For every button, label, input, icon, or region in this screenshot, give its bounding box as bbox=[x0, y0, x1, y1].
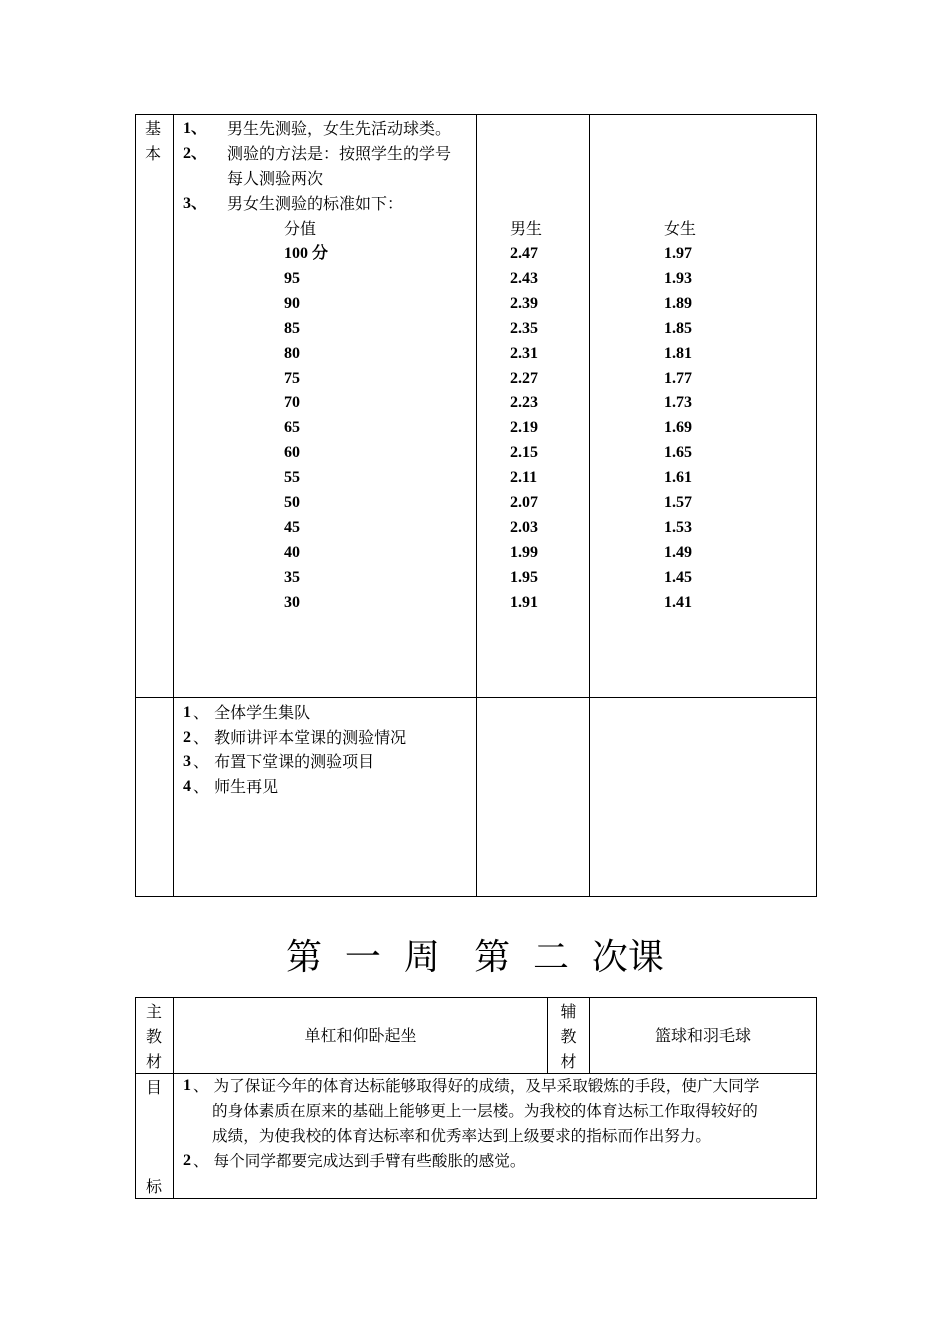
table1-col1-border bbox=[173, 114, 174, 897]
main-material-label-2: 教 bbox=[145, 1027, 162, 1046]
side-label-ji: 基 bbox=[145, 119, 162, 138]
score-row-male: 1.99 bbox=[510, 543, 538, 561]
score-row-male: 2.11 bbox=[510, 469, 538, 487]
score-row-score: 90 bbox=[284, 294, 300, 312]
goal-num: 1 bbox=[183, 1077, 191, 1094]
score-row-female: 1.41 bbox=[664, 593, 692, 611]
item-text: 每人测验两次 bbox=[227, 169, 324, 188]
aux-material-label-2: 教 bbox=[560, 1027, 577, 1046]
score-row-score: 95 bbox=[284, 269, 300, 287]
main-material-value: 单杠和仰卧起坐 bbox=[304, 1026, 417, 1045]
score-row-score: 65 bbox=[284, 419, 300, 437]
score-row-female: 1.57 bbox=[664, 494, 692, 511]
score-row-female: 1.65 bbox=[664, 444, 692, 462]
score-row-score: 55 bbox=[284, 469, 300, 487]
goal-text: 成绩，为使我校的体育达标率和优秀率达到上级要求的指标而作出努力。 bbox=[212, 1127, 712, 1145]
score-row-male: 2.07 bbox=[510, 494, 538, 511]
goal-text: 、 每个同学都要完成达到手臂有些酸胀的感觉。 bbox=[193, 1152, 526, 1170]
score-row-female: 1.89 bbox=[664, 294, 692, 312]
score-row-female: 1.73 bbox=[664, 394, 692, 412]
section-title: 第 一 周 第 二 次课 bbox=[286, 937, 664, 978]
item-num: 1、 bbox=[183, 120, 208, 137]
table2-mid-border bbox=[135, 1073, 817, 1074]
item-num: 2、 bbox=[183, 145, 208, 162]
table1-col3-border bbox=[589, 114, 590, 897]
table2-right-border bbox=[816, 997, 817, 1199]
item-text: 测验的方法是：按照学生的学号 bbox=[227, 144, 452, 163]
side-label-ben: 本 bbox=[145, 144, 162, 163]
score-row-male: 2.47 bbox=[510, 245, 538, 262]
goal-label-bottom: 标 bbox=[145, 1177, 162, 1196]
table1-col2-border bbox=[476, 114, 477, 897]
score-row-female: 1.61 bbox=[664, 469, 692, 487]
score-row-male: 2.35 bbox=[510, 319, 538, 337]
item-text: 男女生测验的标准如下： bbox=[227, 194, 404, 213]
score-row-male: 2.31 bbox=[510, 344, 538, 362]
aux-material-label-1: 辅 bbox=[560, 1002, 577, 1021]
main-material-label-1: 主 bbox=[145, 1002, 162, 1021]
ending-item-num: 2 bbox=[183, 728, 191, 746]
goal-text: 的身体素质在原来的基础上能够更上一层楼。为我校的体育达标工作取得较好的 bbox=[212, 1102, 758, 1120]
score-row-female: 1.81 bbox=[664, 344, 692, 362]
ending-item-text: 、 师生再见 bbox=[193, 776, 279, 796]
score-row-female: 1.45 bbox=[664, 568, 692, 586]
male-header: 男生 bbox=[510, 219, 543, 238]
goal-num: 2 bbox=[183, 1152, 191, 1169]
ending-item-text: 、 布置下堂课的测验项目 bbox=[193, 752, 375, 771]
score-row-female: 1.77 bbox=[664, 369, 692, 387]
item-num: 3、 bbox=[183, 195, 208, 212]
score-row-score: 75 bbox=[284, 369, 300, 387]
score-row-score: 85 bbox=[284, 319, 300, 337]
score-row-score: 40 bbox=[284, 543, 300, 561]
score-row-female: 1.69 bbox=[664, 419, 692, 437]
score-row-score: 50 bbox=[284, 494, 300, 511]
score-row-male: 1.95 bbox=[510, 568, 538, 586]
score-row-score: 100 分 bbox=[284, 245, 329, 262]
score-row-male: 1.91 bbox=[510, 593, 538, 611]
score-row-male: 2.23 bbox=[510, 394, 538, 412]
aux-material-label-3: 材 bbox=[560, 1052, 577, 1071]
table1-right-border bbox=[816, 114, 817, 897]
score-row-male: 2.19 bbox=[510, 419, 538, 437]
score-row-male: 2.43 bbox=[510, 269, 538, 287]
aux-material-value: 篮球和羽毛球 bbox=[654, 1026, 751, 1045]
table1-left-border bbox=[135, 114, 136, 897]
score-row-male: 2.15 bbox=[510, 444, 538, 462]
score-row-female: 1.49 bbox=[664, 543, 692, 561]
score-row-score: 80 bbox=[284, 344, 300, 362]
score-row-score: 70 bbox=[284, 394, 300, 412]
goal-label-top: 目 bbox=[145, 1078, 162, 1097]
score-row-female: 1.93 bbox=[664, 269, 692, 287]
ending-item-num: 1 bbox=[183, 704, 191, 721]
goal-text: 、 为了保证今年的体育达标能够取得好的成绩，及早采取锻炼的手段，使广大同学 bbox=[193, 1077, 760, 1095]
score-row-female: 1.85 bbox=[664, 319, 692, 337]
ending-item-text: 、 全体学生集队 bbox=[193, 703, 311, 722]
score-row-male: 2.27 bbox=[510, 369, 538, 387]
ending-item-num: 3 bbox=[183, 753, 191, 770]
score-row-male: 2.39 bbox=[510, 294, 538, 312]
score-row-score: 45 bbox=[284, 518, 300, 536]
score-row-female: 1.97 bbox=[664, 245, 692, 262]
table2-top-border bbox=[135, 997, 817, 998]
score-header: 分值 bbox=[284, 219, 317, 238]
ending-item-num: 4 bbox=[183, 777, 191, 795]
score-row-score: 60 bbox=[284, 444, 300, 462]
score-row-score: 35 bbox=[284, 568, 300, 586]
score-row-male: 2.03 bbox=[510, 518, 538, 536]
score-row-score: 30 bbox=[284, 593, 300, 611]
item-text: 男生先测验，女生先活动球类。 bbox=[227, 119, 452, 138]
main-material-label-3: 材 bbox=[145, 1052, 162, 1071]
ending-item-text: 、 教师讲评本堂课的测验情况 bbox=[193, 727, 407, 747]
score-row-female: 1.53 bbox=[664, 518, 692, 536]
table2-bottom-border bbox=[135, 1198, 817, 1199]
female-header: 女生 bbox=[664, 219, 697, 238]
